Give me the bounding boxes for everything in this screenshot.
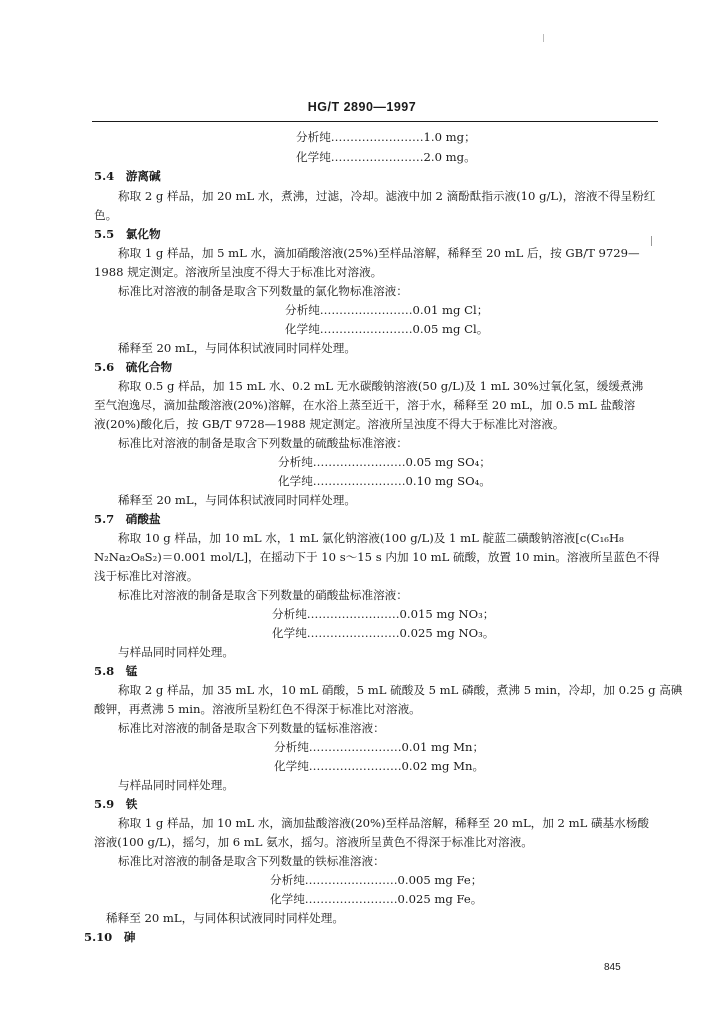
text-line: 分析纯……………………0.01 mg Cl；: [285, 303, 489, 317]
text-line: 称取 1 g 样品，加 10 mL 水，滴加盐酸溶液(20%)至样品溶解，稀释至 20 mL，加 2 mL 磺基水杨酸: [118, 816, 649, 830]
text-line: 分析纯……………………0.05 mg SO₄；: [278, 455, 491, 469]
section-heading: 5.10 砷: [84, 930, 136, 944]
section-heading: 5.6 硫化合物: [94, 360, 173, 374]
section-heading: 5.7 硝酸盐: [94, 512, 161, 526]
standard-header: HG/T 2890—1997: [307, 100, 417, 114]
text-line: 分析纯……………………0.01 mg Mn；: [274, 740, 485, 754]
text-line: 化学纯……………………2.0 mg。: [296, 150, 476, 164]
text-line: 化学纯……………………0.10 mg SO₄。: [278, 474, 491, 488]
text-line: 1988 规定测定。溶液所呈浊度不得大于标准比对溶液。: [94, 265, 383, 279]
text-line: 稀释至 20 mL，与同体积试液同时同样处理。: [118, 493, 356, 507]
text-line: 标准比对溶液的制备是取含下列数量的硝酸盐标准溶液：: [118, 588, 408, 602]
text-line: 标准比对溶液的制备是取含下列数量的硫酸盐标准溶液：: [118, 436, 408, 450]
text-line: 称取 1 g 样品，加 5 mL 水，滴加硝酸溶液(25%)至样品溶解，稀释至 20 mL 后，按 GB/T 9729—: [118, 246, 640, 260]
text-line: 称取 2 g 样品，加 35 mL 水，10 mL 硝酸，5 mL 硫酸及 5 mL 磷酸，煮沸 5 min，冷却，加 0.25 g 高碘: [118, 683, 683, 697]
text-line: 称取 0.5 g 样品，加 15 mL 水、0.2 mL 无水碳酸钠溶液(50 g/L)及 1 mL 30%过氧化氢，缓缓煮沸: [118, 379, 644, 393]
text-line: 化学纯……………………0.05 mg Cl。: [285, 322, 489, 336]
section-heading: 5.8 锰: [94, 664, 138, 678]
text-line: 色。: [94, 208, 118, 222]
text-line: 浅于标准比对溶液。: [94, 569, 199, 583]
text-line: 与样品同时同样处理。: [118, 778, 234, 792]
text-line: 酸钾，再煮沸 5 min。溶液所呈粉红色不得深于标准比对溶液。: [94, 702, 421, 716]
header-rule: [92, 121, 658, 122]
text-line: 化学纯……………………0.025 mg Fe。: [270, 892, 483, 906]
page-number: 845: [604, 962, 621, 973]
text-line: 分析纯……………………0.015 mg NO₃；: [272, 607, 495, 621]
text-line: 化学纯……………………0.025 mg NO₃。: [272, 626, 495, 640]
text-line: 标准比对溶液的制备是取含下列数量的氯化物标准溶液：: [118, 284, 408, 298]
scan-mark: [651, 236, 652, 246]
text-line: 称取 2 g 样品，加 20 mL 水，煮沸，过滤，冷却。滤液中加 2 滴酚酞指示液(10 g/L)，溶液不得呈粉红: [118, 189, 656, 203]
section-heading: 5.5 氯化物: [94, 227, 161, 241]
text-line: 标准比对溶液的制备是取含下列数量的铁标准溶液：: [118, 854, 385, 868]
text-line: 至气泡逸尽，滴加盐酸溶液(20%)溶解，在水浴上蒸至近干，溶于水，稀释至 20 mL，加 0.5 mL 盐酸溶: [94, 398, 636, 412]
text-line: 称取 10 g 样品，加 10 mL 水，1 mL 氯化钠溶液(100 g/L)及 1 mL 靛蓝二磺酸钠溶液[c(C₁₆H₈: [118, 531, 624, 545]
text-line: 溶液(100 g/L)，摇匀，加 6 mL 氨水，摇匀。溶液所呈黄色不得深于标准比对溶液。: [94, 835, 533, 849]
text-line: 稀释至 20 mL，与同体积试液同时同样处理。: [118, 341, 356, 355]
text-line: 分析纯……………………0.005 mg Fe；: [270, 873, 483, 887]
scan-mark: [543, 34, 544, 42]
text-line: 标准比对溶液的制备是取含下列数量的锰标准溶液：: [118, 721, 385, 735]
text-line: N₂Na₂O₈S₂)＝0.001 mol/L]，在摇动下于 10 s～15 s 内加 10 mL 硫酸，放置 10 min。溶液所呈蓝色不得: [94, 550, 660, 564]
text-line: 化学纯……………………0.02 mg Mn。: [274, 759, 485, 773]
text-line: 稀释至 20 mL，与同体积试液同时同样处理。: [106, 911, 344, 925]
text-line: 与样品同时同样处理。: [118, 645, 234, 659]
section-heading: 5.9 铁: [94, 797, 138, 811]
section-heading: 5.4 游离碱: [94, 169, 161, 183]
text-line: 分析纯……………………1.0 mg；: [296, 130, 476, 144]
text-line: 液(20%)酸化后，按 GB/T 9728—1988 规定测定。溶液所呈浊度不得大于标准比对溶液。: [94, 417, 565, 431]
